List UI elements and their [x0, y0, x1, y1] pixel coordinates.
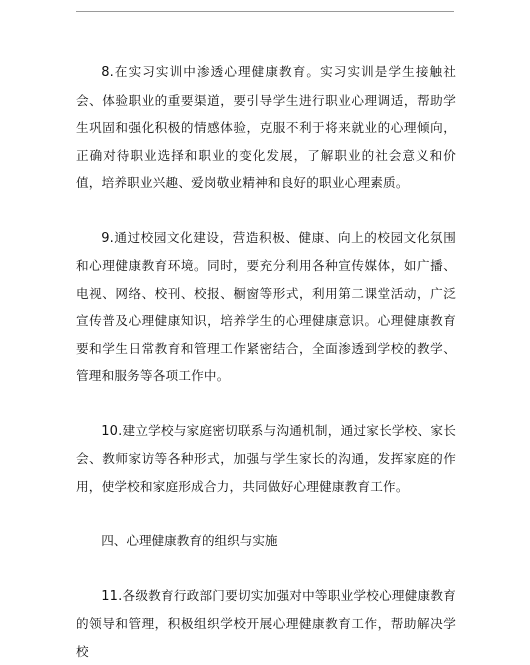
paragraph-number: 9. [101, 231, 114, 246]
paragraph-11 [76, 582, 456, 665]
header-rule [76, 11, 454, 12]
paragraph-number: 8. [101, 65, 114, 80]
paragraph-text: 在实习实训中渗透心理健康教育。实习实训是学生接触社会、体验职业的重要渠道，要引导学生进行职业心理调适，帮助学生巩固和强化积极的情感体验，克服不利于将来就业的心理倾向，正确对待职业选择和职业的变化发展，了解职业的社会意义和价值，培养职业兴趣、爱岗敬业精神和良好的职业心理素质。 [76, 64, 456, 190]
document-body [76, 58, 456, 665]
paragraph-text: 各级教育行政部门要切实加强对中等职业学校心理健康教育的领导和管理，积极组织学校开展心理健康教育工作，帮助解决学校 [76, 588, 456, 659]
paragraph-10 [76, 417, 456, 501]
paragraph-text: 建立学校与家庭密切联系与沟通机制，通过家长学校、家长会、教师家访等各种形式，加强与学生家长的沟通，发挥家庭的作用，使学校和家庭形成合力，共同做好心理健康教育工作。 [76, 423, 456, 494]
paragraph-number: 10. [101, 424, 122, 439]
paragraph-8 [76, 58, 456, 197]
paragraph-number: 11. [101, 589, 122, 604]
section-heading: 四、心理健康教育的组织与实施 [76, 527, 456, 555]
paragraph-9 [76, 224, 456, 390]
paragraph-text: 通过校园文化建设，营造积极、健康、向上的校园文化氛围和心理健康教育环境。同时，要充分利用各种宣传媒体，如广播、电视、网络、校刊、校报、橱窗等形式，利用第二课堂活动，广泛宣传普及心理健康知识，培养学生的心理健康意识。心理健康教育要和学生日常教育和管理工作紧密结合，全面渗透到学校的教学、管理和服务等各项工作中。 [76, 230, 456, 384]
